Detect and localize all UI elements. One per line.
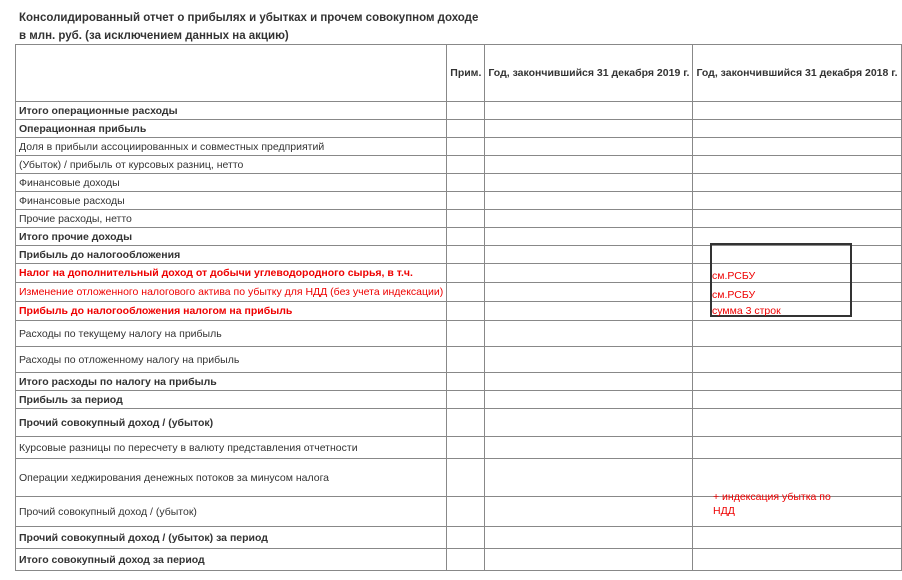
value-2018-cell (693, 347, 901, 373)
row-label: Прочий совокупный доход / (убыток) (16, 409, 447, 437)
value-2019-cell (485, 120, 693, 138)
row-label: Итого прочие доходы (16, 228, 447, 246)
value-2019-cell (485, 321, 693, 347)
header-year-2018: Год, закончившийся 31 декабря 2018 г. (693, 45, 901, 102)
value-2018-cell (693, 102, 901, 120)
value-2019-cell (485, 373, 693, 391)
value-2019-cell (485, 527, 693, 549)
header-year-2019: Год, закончившийся 31 декабря 2019 г. (485, 45, 693, 102)
note-cell (447, 174, 485, 192)
value-2019-cell (485, 102, 693, 120)
note-cell (447, 264, 485, 283)
note-cell (447, 228, 485, 246)
note-cell (447, 497, 485, 527)
table-header-row (16, 45, 902, 102)
table-row (16, 437, 902, 459)
value-2018-cell (693, 210, 901, 228)
value-2018-cell (693, 373, 901, 391)
note-cell (447, 527, 485, 549)
value-2019-cell (485, 302, 693, 321)
header-label-cell (16, 45, 447, 102)
value-2019-cell (485, 264, 693, 283)
value-2018-cell (693, 174, 901, 192)
table-row (16, 549, 902, 571)
row-label: Расходы по отложенному налогу на прибыль (16, 347, 447, 373)
value-2019-cell (485, 174, 693, 192)
value-2018-cell (693, 409, 901, 437)
table-row (16, 102, 902, 120)
note-cell (447, 192, 485, 210)
annotation-ndd-tax: см.РСБУ (712, 270, 756, 282)
value-2018-cell (693, 437, 901, 459)
row-label: Расходы по текущему налогу на прибыль (16, 321, 447, 347)
table-row (16, 321, 902, 347)
note-cell (447, 347, 485, 373)
row-label: Прочий совокупный доход / (убыток) за период (16, 527, 447, 549)
value-2018-cell (693, 138, 901, 156)
row-label: Налог на дополнительный доход от добычи углеводородного сырья, в т.ч. (16, 264, 447, 283)
value-2018-cell (693, 527, 901, 549)
value-2019-cell (485, 246, 693, 264)
value-2019-cell (485, 192, 693, 210)
value-2018-cell (693, 321, 901, 347)
note-cell (447, 283, 485, 302)
table-row (16, 192, 902, 210)
value-2019-cell (485, 156, 693, 174)
report-subtitle: в млн. руб. (за исключением данных на акцию) (19, 30, 289, 42)
note-cell (447, 549, 485, 571)
row-label: Операционная прибыль (16, 120, 447, 138)
row-label: Прибыль за период (16, 391, 447, 409)
report-title: Консолидированный отчет о прибылях и убытках и прочем совокупном доходе (19, 12, 479, 24)
value-2019-cell (485, 409, 693, 437)
note-cell (447, 409, 485, 437)
note-cell (447, 391, 485, 409)
note-cell (447, 246, 485, 264)
value-2019-cell (485, 497, 693, 527)
value-2018-cell (693, 391, 901, 409)
note-cell (447, 138, 485, 156)
row-label: Изменение отложенного налогового актива по убытку для НДД (без учета индексации) (16, 283, 447, 302)
note-cell (447, 437, 485, 459)
annotation-other-income: + индексация убытка по НДД (713, 491, 831, 517)
table-row (16, 120, 902, 138)
value-2018-cell (693, 192, 901, 210)
table-row (16, 373, 902, 391)
value-2019-cell (485, 210, 693, 228)
row-label: Курсовые разницы по пересчету в валюту представления отчетности (16, 437, 447, 459)
table-row (16, 174, 902, 192)
value-2019-cell (485, 549, 693, 571)
row-label: Прочий совокупный доход / (убыток) (16, 497, 447, 527)
row-label: Финансовые расходы (16, 192, 447, 210)
note-cell (447, 120, 485, 138)
value-2019-cell (485, 138, 693, 156)
row-label: Операции хеджирования денежных потоков за минусом налога (16, 459, 447, 497)
row-label: Прибыль до налогообложения налогом на прибыль (16, 302, 447, 321)
note-cell (447, 156, 485, 174)
row-label: Итого операционные расходы (16, 102, 447, 120)
value-2018-cell (693, 156, 901, 174)
value-2019-cell (485, 347, 693, 373)
value-2019-cell (485, 283, 693, 302)
annotation-pretax-profit: сумма 3 строк (712, 305, 781, 317)
row-label: Финансовые доходы (16, 174, 447, 192)
note-cell (447, 321, 485, 347)
row-label: Прочие расходы, нетто (16, 210, 447, 228)
annotation-deferred-asset: см.РСБУ (712, 289, 756, 301)
row-label: (Убыток) / прибыль от курсовых разниц, нетто (16, 156, 447, 174)
value-2019-cell (485, 459, 693, 497)
note-cell (447, 102, 485, 120)
table-row (16, 409, 902, 437)
note-cell (447, 373, 485, 391)
note-cell (447, 210, 485, 228)
table-row (16, 210, 902, 228)
table-row (16, 138, 902, 156)
value-2019-cell (485, 391, 693, 409)
row-label: Прибыль до налогообложения (16, 246, 447, 264)
row-label: Итого совокупный доход за период (16, 549, 447, 571)
note-cell (447, 459, 485, 497)
value-2019-cell (485, 228, 693, 246)
row-label: Доля в прибыли ассоциированных и совместных предприятий (16, 138, 447, 156)
table-row (16, 347, 902, 373)
table-row (16, 527, 902, 549)
note-cell (447, 302, 485, 321)
table-row (16, 156, 902, 174)
table-row (16, 391, 902, 409)
value-2019-cell (485, 437, 693, 459)
value-2018-cell (693, 549, 901, 571)
header-note: Прим. (447, 45, 485, 102)
row-label: Итого расходы по налогу на прибыль (16, 373, 447, 391)
value-2018-cell (693, 120, 901, 138)
